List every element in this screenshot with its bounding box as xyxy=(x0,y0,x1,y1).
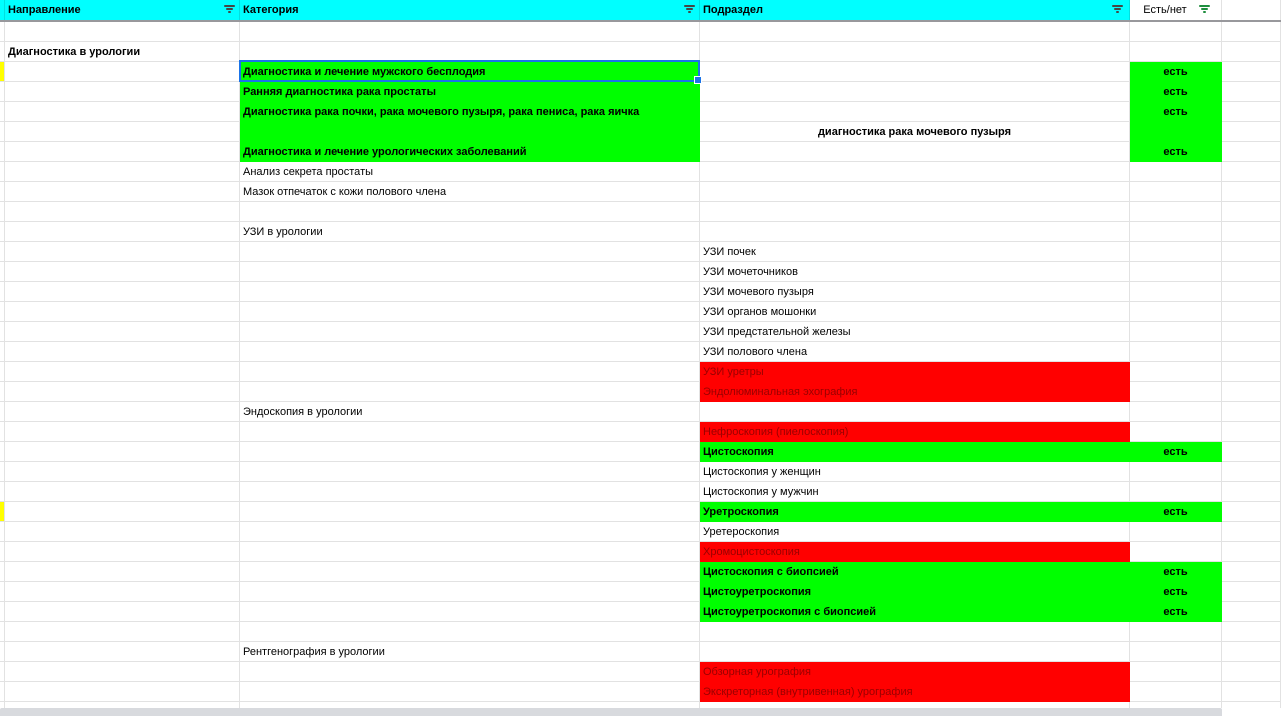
cell-extra[interactable] xyxy=(1222,682,1281,702)
cell-direction[interactable] xyxy=(5,442,240,462)
cell-extra[interactable] xyxy=(1222,402,1281,422)
cell-extra[interactable] xyxy=(1222,462,1281,482)
cell-availability[interactable] xyxy=(1130,402,1222,422)
cell-availability[interactable] xyxy=(1130,42,1222,62)
cell-category[interactable] xyxy=(240,462,700,482)
header-empty-cell[interactable] xyxy=(1222,0,1281,20)
cell-subsection[interactable] xyxy=(700,382,1130,402)
column-header-category[interactable] xyxy=(240,0,700,20)
table-row xyxy=(0,442,1281,462)
cell-subsection[interactable] xyxy=(700,222,1130,242)
cell-direction[interactable] xyxy=(5,202,240,222)
cell-text: Уретроскопия xyxy=(703,505,779,518)
cell-availability[interactable] xyxy=(1130,482,1222,502)
cell-direction[interactable] xyxy=(5,242,240,262)
cell-category[interactable] xyxy=(240,42,700,62)
table-row xyxy=(0,62,1281,82)
cell-direction[interactable] xyxy=(5,362,240,382)
cell-category[interactable] xyxy=(240,182,700,202)
cell-extra[interactable] xyxy=(1222,642,1281,662)
cell-subsection[interactable] xyxy=(700,302,1130,322)
cell-text: Обзорная урография xyxy=(703,665,811,678)
cell-subsection[interactable] xyxy=(700,62,1130,82)
cell-subsection[interactable] xyxy=(700,262,1130,282)
cell-subsection[interactable] xyxy=(700,542,1130,562)
cell-availability[interactable] xyxy=(1130,102,1222,122)
cell-text: УЗИ уретры xyxy=(703,365,764,378)
cell-extra[interactable] xyxy=(1222,242,1281,262)
cell-text: есть xyxy=(1163,565,1188,578)
cell-text: есть xyxy=(1163,585,1188,598)
cell-availability[interactable] xyxy=(1130,282,1222,302)
cell-category[interactable] xyxy=(240,502,700,522)
cell-availability[interactable] xyxy=(1130,22,1222,42)
cell-category[interactable] xyxy=(240,322,700,342)
cell-subsection[interactable] xyxy=(700,482,1130,502)
cell-subsection[interactable] xyxy=(700,102,1130,122)
cell-text: УЗИ предстательной железы xyxy=(703,325,851,338)
cell-category[interactable] xyxy=(240,442,700,462)
cell-text: Цистоуретроскопия с биопсией xyxy=(703,605,877,618)
horizontal-scrollbar[interactable] xyxy=(0,708,1222,716)
cell-text: Анализ секрета простаты xyxy=(243,165,374,178)
cell-extra[interactable] xyxy=(1222,422,1281,442)
cell-direction[interactable] xyxy=(5,282,240,302)
cell-availability[interactable] xyxy=(1130,302,1222,322)
cell-category[interactable] xyxy=(240,362,700,382)
cell-extra[interactable] xyxy=(1222,182,1281,202)
cell-direction[interactable] xyxy=(5,262,240,282)
cell-category[interactable] xyxy=(240,262,700,282)
cell-text: УЗИ в урологии xyxy=(243,225,323,238)
filter-icon[interactable] xyxy=(223,5,236,15)
filter-icon[interactable] xyxy=(683,5,696,15)
cell-subsection[interactable] xyxy=(700,422,1130,442)
table-row xyxy=(0,422,1281,442)
cell-subsection[interactable] xyxy=(700,142,1130,162)
cell-category[interactable] xyxy=(240,222,700,242)
cell-text: есть xyxy=(1163,145,1188,158)
cell-direction[interactable] xyxy=(5,542,240,562)
table-row xyxy=(0,342,1281,362)
cell-text: диагностика рака мочевого пузыря xyxy=(817,125,1012,138)
cell-direction[interactable] xyxy=(5,502,240,522)
cell-text: Эндолюминальная эхография xyxy=(703,385,858,398)
table-row xyxy=(0,402,1281,422)
cell-text: Экскреторная (внутривенная) урография xyxy=(703,685,913,698)
cell-category[interactable] xyxy=(240,522,700,542)
cell-category[interactable] xyxy=(240,142,700,162)
cell-category[interactable] xyxy=(240,482,700,502)
cell-subsection[interactable] xyxy=(700,362,1130,382)
cell-availability[interactable] xyxy=(1130,62,1222,82)
cell-extra[interactable] xyxy=(1222,542,1281,562)
cell-category[interactable] xyxy=(240,542,700,562)
cell-text: УЗИ органов мошонки xyxy=(703,305,817,318)
table-row xyxy=(0,222,1281,242)
cell-text: УЗИ мочевого пузыря xyxy=(703,285,814,298)
cell-subsection[interactable] xyxy=(700,602,1130,622)
cell-direction[interactable] xyxy=(5,602,240,622)
column-header-direction-label: Направление xyxy=(8,4,81,16)
table-row xyxy=(0,182,1281,202)
cell-category[interactable] xyxy=(240,662,700,682)
cell-availability[interactable] xyxy=(1130,82,1222,102)
table-row xyxy=(0,102,1281,122)
cell-subsection[interactable] xyxy=(700,462,1130,482)
cell-text: Цистоскопия у женщин xyxy=(703,465,821,478)
table-row xyxy=(0,462,1281,482)
table-row xyxy=(0,322,1281,342)
cell-extra[interactable] xyxy=(1222,622,1281,642)
cell-extra[interactable] xyxy=(1222,602,1281,622)
cell-extra[interactable] xyxy=(1222,322,1281,342)
cell-subsection[interactable] xyxy=(700,322,1130,342)
cell-text: Эндоскопия в урологии xyxy=(243,405,363,418)
cell-subsection[interactable] xyxy=(700,582,1130,602)
cell-text: есть xyxy=(1163,445,1188,458)
column-header-category-label: Категория xyxy=(243,4,299,16)
table-row xyxy=(0,662,1281,682)
cell-direction[interactable] xyxy=(5,622,240,642)
cell-subsection[interactable] xyxy=(700,642,1130,662)
cell-subsection[interactable] xyxy=(700,22,1130,42)
cell-category[interactable] xyxy=(240,602,700,622)
column-header-availability-label: Есть/нет xyxy=(1143,4,1187,16)
cell-extra[interactable] xyxy=(1222,82,1281,102)
cell-extra[interactable] xyxy=(1222,582,1281,602)
cell-direction[interactable] xyxy=(5,382,240,402)
table-row xyxy=(0,362,1281,382)
cell-availability[interactable] xyxy=(1130,442,1222,462)
cell-direction[interactable] xyxy=(5,222,240,242)
cell-extra[interactable] xyxy=(1222,122,1281,142)
cell-subsection[interactable] xyxy=(700,182,1130,202)
cell-category[interactable] xyxy=(240,402,700,422)
table-row xyxy=(0,142,1281,162)
cell-extra[interactable] xyxy=(1222,282,1281,302)
cell-subsection[interactable] xyxy=(700,162,1130,182)
cell-extra[interactable] xyxy=(1222,382,1281,402)
cell-subsection[interactable] xyxy=(700,282,1130,302)
cell-text: Диагностика рака почки, рака мочевого пузыря, рака пениса, рака яичка xyxy=(243,105,640,118)
cell-availability[interactable] xyxy=(1130,642,1222,662)
column-header-direction[interactable] xyxy=(5,0,240,20)
cell-text: Цистоскопия xyxy=(703,445,774,458)
cell-direction[interactable] xyxy=(5,82,240,102)
cell-category[interactable] xyxy=(240,562,700,582)
table-row xyxy=(0,22,1281,42)
cell-availability[interactable] xyxy=(1130,422,1222,442)
cell-category[interactable] xyxy=(240,82,700,102)
cell-direction[interactable] xyxy=(5,302,240,322)
cell-direction[interactable] xyxy=(5,22,240,42)
cell-extra[interactable] xyxy=(1222,262,1281,282)
cell-subsection[interactable] xyxy=(700,562,1130,582)
cell-availability[interactable] xyxy=(1130,582,1222,602)
cell-extra[interactable] xyxy=(1222,202,1281,222)
cell-availability[interactable] xyxy=(1130,682,1222,702)
table-row xyxy=(0,582,1281,602)
filter-icon-active[interactable] xyxy=(1198,5,1211,15)
cell-text: Хромоцистоскопия xyxy=(703,545,800,558)
cell-text: есть xyxy=(1163,505,1188,518)
cell-extra[interactable] xyxy=(1222,702,1281,708)
table-row xyxy=(0,542,1281,562)
cell-subsection[interactable] xyxy=(700,622,1130,642)
cell-subsection[interactable] xyxy=(700,662,1130,682)
cell-availability[interactable] xyxy=(1130,182,1222,202)
cell-extra[interactable] xyxy=(1222,362,1281,382)
cell-direction[interactable] xyxy=(5,682,240,702)
table-row xyxy=(0,82,1281,102)
cell-direction[interactable] xyxy=(5,462,240,482)
filter-icon[interactable] xyxy=(1111,5,1124,15)
cell-availability[interactable] xyxy=(1130,522,1222,542)
cell-extra[interactable] xyxy=(1222,142,1281,162)
cell-extra[interactable] xyxy=(1222,22,1281,42)
cell-subsection[interactable] xyxy=(700,242,1130,262)
cell-text: УЗИ полового члена xyxy=(703,345,808,358)
cell-direction[interactable] xyxy=(5,642,240,662)
cell-extra[interactable] xyxy=(1222,42,1281,62)
cell-category[interactable] xyxy=(240,102,700,122)
cell-text: Диагностика в урологии xyxy=(8,45,141,58)
cell-availability[interactable] xyxy=(1130,382,1222,402)
cell-text: УЗИ почек xyxy=(703,245,756,258)
cell-category[interactable] xyxy=(240,342,700,362)
cell-category[interactable] xyxy=(240,622,700,642)
cell-subsection[interactable] xyxy=(700,682,1130,702)
cell-text: Уретероскопия xyxy=(703,525,780,538)
cell-availability[interactable] xyxy=(1130,662,1222,682)
cell-category[interactable] xyxy=(240,62,700,82)
column-header-availability[interactable] xyxy=(1130,0,1222,20)
cell-availability[interactable] xyxy=(1130,222,1222,242)
cell-category[interactable] xyxy=(240,162,700,182)
cell-subsection[interactable] xyxy=(700,502,1130,522)
cell-direction[interactable] xyxy=(5,62,240,82)
cell-category[interactable] xyxy=(240,382,700,402)
table-row xyxy=(0,642,1281,662)
table-row xyxy=(0,622,1281,642)
cell-text: Цистоскопия с биопсией xyxy=(703,565,839,578)
cell-subsection[interactable] xyxy=(700,442,1130,462)
cell-availability[interactable] xyxy=(1130,542,1222,562)
cell-category[interactable] xyxy=(240,202,700,222)
cell-category[interactable] xyxy=(240,582,700,602)
cell-direction[interactable] xyxy=(5,562,240,582)
cell-extra[interactable] xyxy=(1222,562,1281,582)
table-row xyxy=(0,382,1281,402)
cell-direction[interactable] xyxy=(5,142,240,162)
cell-availability[interactable] xyxy=(1130,162,1222,182)
cell-direction[interactable] xyxy=(5,42,240,62)
cell-text: Диагностика и лечение мужского бесплодия xyxy=(243,65,486,78)
cell-category[interactable] xyxy=(240,122,700,142)
cell-direction[interactable] xyxy=(5,422,240,442)
cell-subsection[interactable] xyxy=(700,42,1130,62)
table-row xyxy=(0,262,1281,282)
cell-text: есть xyxy=(1163,605,1188,618)
cell-availability[interactable] xyxy=(1130,462,1222,482)
cell-text: Цистоскопия у мужчин xyxy=(703,485,819,498)
cell-extra[interactable] xyxy=(1222,522,1281,542)
cell-availability[interactable] xyxy=(1130,142,1222,162)
cell-extra[interactable] xyxy=(1222,342,1281,362)
cell-availability[interactable] xyxy=(1130,262,1222,282)
table-row xyxy=(0,502,1281,522)
table-row xyxy=(0,162,1281,182)
table-row xyxy=(0,522,1281,542)
cell-direction[interactable] xyxy=(5,342,240,362)
cell-direction[interactable] xyxy=(5,482,240,502)
cell-extra[interactable] xyxy=(1222,482,1281,502)
cell-text: есть xyxy=(1163,65,1188,78)
cell-text: Цистоуретроскопия xyxy=(703,585,812,598)
cell-direction[interactable] xyxy=(5,182,240,202)
table-row xyxy=(0,602,1281,622)
cell-extra[interactable] xyxy=(1222,502,1281,522)
cell-availability[interactable] xyxy=(1130,122,1222,142)
cell-text: Рентгенография в урологии xyxy=(243,645,385,658)
cell-availability[interactable] xyxy=(1130,622,1222,642)
cell-subsection[interactable] xyxy=(700,342,1130,362)
table-row xyxy=(0,302,1281,322)
table-row xyxy=(0,282,1281,302)
cell-availability[interactable] xyxy=(1130,362,1222,382)
cell-text: есть xyxy=(1163,105,1188,118)
cell-subsection[interactable] xyxy=(700,202,1130,222)
cell-text: есть xyxy=(1163,85,1188,98)
table-row xyxy=(0,202,1281,222)
cell-availability[interactable] xyxy=(1130,202,1222,222)
cell-availability[interactable] xyxy=(1130,242,1222,262)
cell-availability[interactable] xyxy=(1130,502,1222,522)
cell-direction[interactable] xyxy=(5,662,240,682)
cell-direction[interactable] xyxy=(5,102,240,122)
table-row xyxy=(0,482,1281,502)
cell-direction[interactable] xyxy=(5,522,240,542)
cell-extra[interactable] xyxy=(1222,162,1281,182)
table-row xyxy=(0,682,1281,702)
cell-direction[interactable] xyxy=(5,402,240,422)
cell-text: Мазок отпечаток с кожи полового члена xyxy=(243,185,447,198)
cell-extra[interactable] xyxy=(1222,62,1281,82)
table-row xyxy=(0,42,1281,62)
cell-availability[interactable] xyxy=(1130,322,1222,342)
table-row xyxy=(0,242,1281,262)
cell-category[interactable] xyxy=(240,642,700,662)
cell-direction[interactable] xyxy=(5,122,240,142)
column-header-subsection-label: Подраздел xyxy=(703,4,763,16)
cell-text: УЗИ мочеточников xyxy=(703,265,798,278)
cell-category[interactable] xyxy=(240,422,700,442)
cell-category[interactable] xyxy=(240,22,700,42)
cell-category[interactable] xyxy=(240,242,700,262)
cell-subsection[interactable] xyxy=(700,82,1130,102)
column-header-subsection[interactable] xyxy=(700,0,1130,20)
table-row xyxy=(0,562,1281,582)
cell-availability[interactable] xyxy=(1130,342,1222,362)
cell-subsection[interactable] xyxy=(700,402,1130,422)
cell-extra[interactable] xyxy=(1222,662,1281,682)
cell-text: Диагностика и лечение урологических заболеваний xyxy=(243,145,527,158)
cell-category[interactable] xyxy=(240,682,700,702)
cell-extra[interactable] xyxy=(1222,222,1281,242)
cell-text: Ранняя диагностика рака простаты xyxy=(243,85,436,98)
table-row xyxy=(0,122,1281,142)
cell-direction[interactable] xyxy=(5,162,240,182)
cell-availability[interactable] xyxy=(1130,562,1222,582)
cell-category[interactable] xyxy=(240,302,700,322)
cell-extra[interactable] xyxy=(1222,302,1281,322)
cell-extra[interactable] xyxy=(1222,442,1281,462)
cell-direction[interactable] xyxy=(5,582,240,602)
cell-direction[interactable] xyxy=(5,322,240,342)
cell-category[interactable] xyxy=(240,282,700,302)
cell-subsection[interactable] xyxy=(700,522,1130,542)
cell-text: Нефроскопия (пиелоскопия) xyxy=(703,425,849,438)
cell-subsection[interactable] xyxy=(700,122,1130,142)
cell-extra[interactable] xyxy=(1222,102,1281,122)
cell-availability[interactable] xyxy=(1130,602,1222,622)
